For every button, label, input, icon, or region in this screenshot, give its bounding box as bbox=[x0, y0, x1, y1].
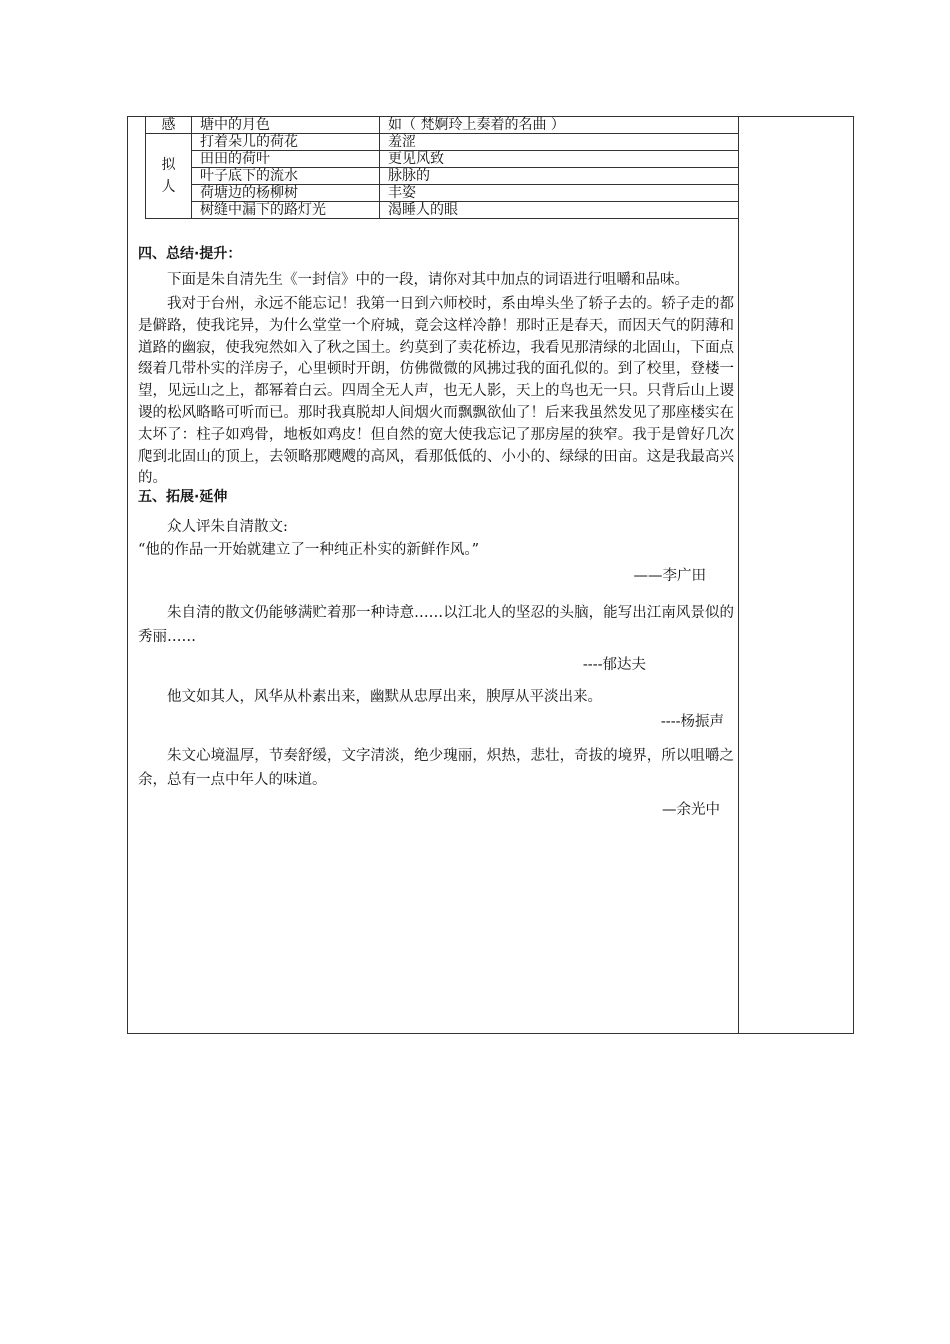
passage-text: 我对于台州，永远不能忘记！我第一日到六师校时，系由埠头坐了轿子去的。轿子走的都是僻路，使我诧异，为什么堂堂一个府城，竟会这样冷静！那时正是春天，而因天气的阴薄和道路的幽寂，使我宛然如入了秋之国土。约莫到了卖花桥边，我看见那清绿的北固山，下面点缀着几带朴实的洋房子，心里顿时开朗，仿佛微微的风拂过我的面孔似的。到了校里，登楼一望，见远山之上，都幂着白云。四周全无人声，也无人影，天上的鸟也无一只。只背后山上谡谡的松风略略可听而已。那时我真脱却人间烟火而飘飘欲仙了！后来我虽然发见了那座楼实在太坏了：柱子如鸡骨，地板如鸡皮！但自然的宽大使我忘记了那房屋的狭窄。我于是曾好几次爬到北固山的顶上，去领略那飕飕的高风，看那低低的、小小的、绿绿的田亩。这是我最高兴的。 bbox=[138, 296, 734, 487]
table-cell: 如（ 梵婀玲上奏着的名曲 ） bbox=[380, 117, 739, 134]
table-row bbox=[146, 134, 739, 151]
table-cell: 荷塘边的杨柳树 bbox=[192, 185, 380, 202]
table-cell: 羞涩 bbox=[380, 134, 739, 151]
section-heading: 四、总结·提升： bbox=[138, 246, 242, 262]
table-row bbox=[146, 151, 739, 168]
table-cell: 塘中的月色 bbox=[192, 117, 380, 134]
table-cell: 脉脉的 bbox=[380, 168, 739, 185]
table-row bbox=[146, 202, 739, 219]
quote-text: 朱文心境温厚，节奏舒缓，文字清淡，绝少瑰丽，炽热，悲壮，奇拔的境界，所以咀嚼之余，总有一点中年人的味道。 bbox=[138, 747, 734, 788]
section-summary bbox=[138, 244, 734, 490]
table-row bbox=[146, 117, 739, 134]
personification-table bbox=[145, 116, 739, 219]
quote-text: 朱自清的散文仍能够满贮着那一种诗意……以江北人的坚忍的头脑，能写出江南风景似的秀丽…… bbox=[138, 605, 734, 645]
section-heading: 五、拓展·延伸 bbox=[138, 489, 228, 505]
table-cell: 渴睡人的眼 bbox=[380, 202, 739, 219]
table-row bbox=[146, 185, 739, 202]
quote-author: ----杨振声 bbox=[660, 714, 724, 730]
section-extension bbox=[138, 487, 734, 821]
row-label-group bbox=[146, 134, 192, 219]
section-intro: 众人评朱自清散文: bbox=[167, 518, 288, 535]
table-cell: 打着朵儿的荷花 bbox=[192, 134, 380, 151]
table-cell: 丰姿 bbox=[380, 185, 739, 202]
section-intro: 下面是朱自清先生《一封信》中的一段，请你对其中加点的词语进行咀嚼和品味。 bbox=[167, 271, 689, 288]
table-cell: 更见风致 bbox=[380, 151, 739, 168]
quote-author: ——李广田 bbox=[633, 567, 706, 584]
quote-text: 他文如其人，风华从朴素出来，幽默从忠厚出来，腴厚从平淡出来。 bbox=[167, 688, 602, 705]
quote-author: ----郁达夫 bbox=[582, 657, 646, 673]
table-row bbox=[146, 168, 739, 185]
row-label: 人 bbox=[161, 179, 176, 195]
quote-text: “他的作品一开始就建立了一种纯正朴实的新鲜作风。” bbox=[138, 542, 480, 558]
row-label: 拟 bbox=[161, 157, 176, 173]
right-column-divider bbox=[738, 116, 739, 1034]
row-label: 感 bbox=[146, 117, 192, 134]
table-cell: 田田的荷叶 bbox=[192, 151, 380, 168]
table-cell: 叶子底下的流水 bbox=[192, 168, 380, 185]
quote-author: —余光中 bbox=[662, 801, 720, 818]
table-cell: 树缝中漏下的路灯光 bbox=[192, 202, 380, 219]
